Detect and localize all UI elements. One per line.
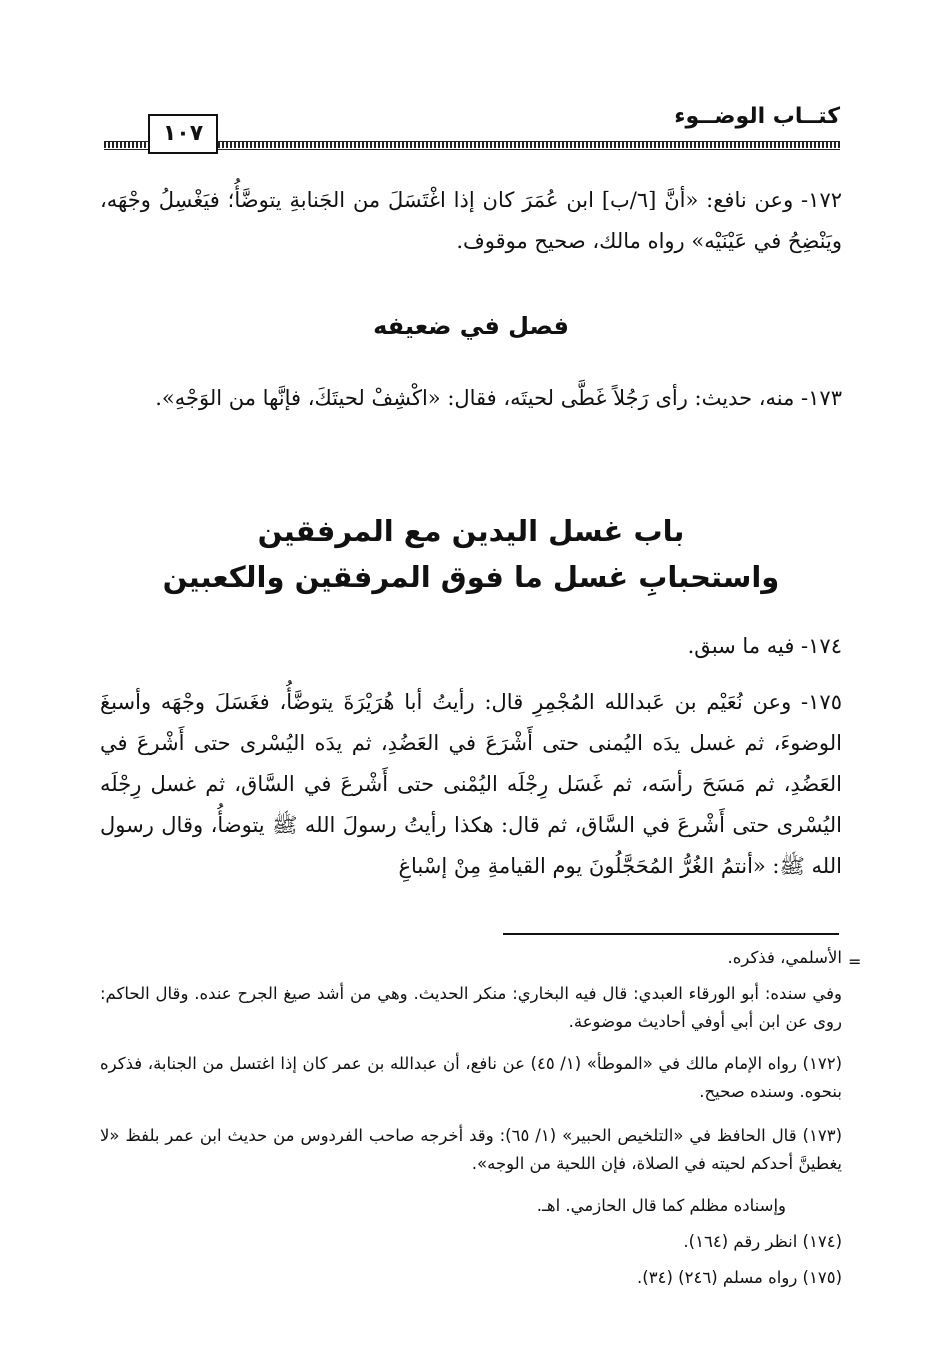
running-header-title: كتــاب الوضــوء [674, 104, 840, 129]
footnote-173-continued: وإسناده مظلم كما قال الحازمي. اهـ. [536, 1196, 786, 1215]
footnote-172: (١٧٢) رواه الإمام مالك في «الموطأ» (١/ ٤٥) عن نافع، أن عبدالله بن عمر كان إذا اغتسل من الجنابة، فذكره بنحوه. وسنده صحيح. [100, 1054, 842, 1101]
hadith-172: ١٧٢- وعن نافع: «أنَّ [٦/ب] ابن عُمَرَ كان إذا اغْتَسَلَ من الجَنابةِ يتوضَّأُ؛ فيَغْسِلُ وجْهَه، ويَنْضِحُ في عَيْنَيْه» رواه مالك، صحيح موقوف. [100, 188, 843, 253]
hadith-174: ١٧٤- فيه ما سبق. [687, 634, 842, 658]
footnote-173: (١٧٣) قال الحافظ في «التلخيص الحبير» (١/ ٦٥): وقد أخرجه صاحب الفردوس من حديث ابن عمر بلفظ «لا يغطينَّ أحدكم لحيته في الصلاة، فإن اللحية من الوجه». [100, 1126, 843, 1173]
chapter-heading-line-2: واستحبابِ غسل ما فوق المرفقين والكعبين [162, 560, 780, 594]
footnote-174: (١٧٤) انظر رقم (١٦٤). [683, 1232, 842, 1251]
header-rule-right [218, 142, 840, 148]
continuation-mark: = [848, 952, 862, 971]
page-number: ١٠٧ [148, 114, 218, 154]
footnote-175: (١٧٥) رواه مسلم (٢٤٦) (٣٤). [637, 1268, 842, 1287]
footnote-continued-line-1: الأسلمي، فذكره. [727, 948, 842, 967]
footnote-separator [503, 933, 839, 935]
header-rule-left [104, 142, 146, 148]
chapter-heading-line-1: باب غسل اليدين مع المرفقين [257, 514, 685, 548]
section-heading: فصل في ضعيفه [373, 312, 569, 340]
footnote-continued-line-2: وفي سنده: أبو الورقاء العبدي: قال فيه البخاري: منكر الحديث. وهي من أشد صيغ الجرح عنده. وقال الحاكم: روى عن ابن أبي أوفي أحاديث موضوعة. [100, 984, 842, 1031]
hadith-173: ١٧٣- منه، حديث: رأى رَجُلاً غَطَّى لحيتَه، فقال: «اكْشِفْ لحيتَكَ، فإنَّها من الوَجْهِ». [155, 386, 842, 410]
hadith-175: ١٧٥- وعن نُعَيْم بن عَبدالله المُجْمِرِ قال: رأيتُ أبا هُرَيْرَةَ يتوضَّأُ، فغَسَلَ وجْهَه وأسبغَ الوضوءَ، ثم غسل يدَه اليُمنى حتى أَشْرَعَ في العَضُدِ، ثم يدَه اليُسْرى حتى أَشْرعَ في العَضُدِ، ثم مَسَحَ رأسَه، ثم غَسَل رِجْلَه اليُمْنى حتى أَشْرعَ في السَّاق، ثم غسل رِجْلَه اليُسْرى حتى أَشْرعَ في السَّاق، ثم قال: هكذا رأيتُ رسولَ الله ﷺ يتوضأُ، وقال رسول الله ﷺ: «أنتمُ الغُرُّ المُحَجَّلُونَ يوم القيامةِ مِنْ إسْباغِ [100, 690, 842, 878]
